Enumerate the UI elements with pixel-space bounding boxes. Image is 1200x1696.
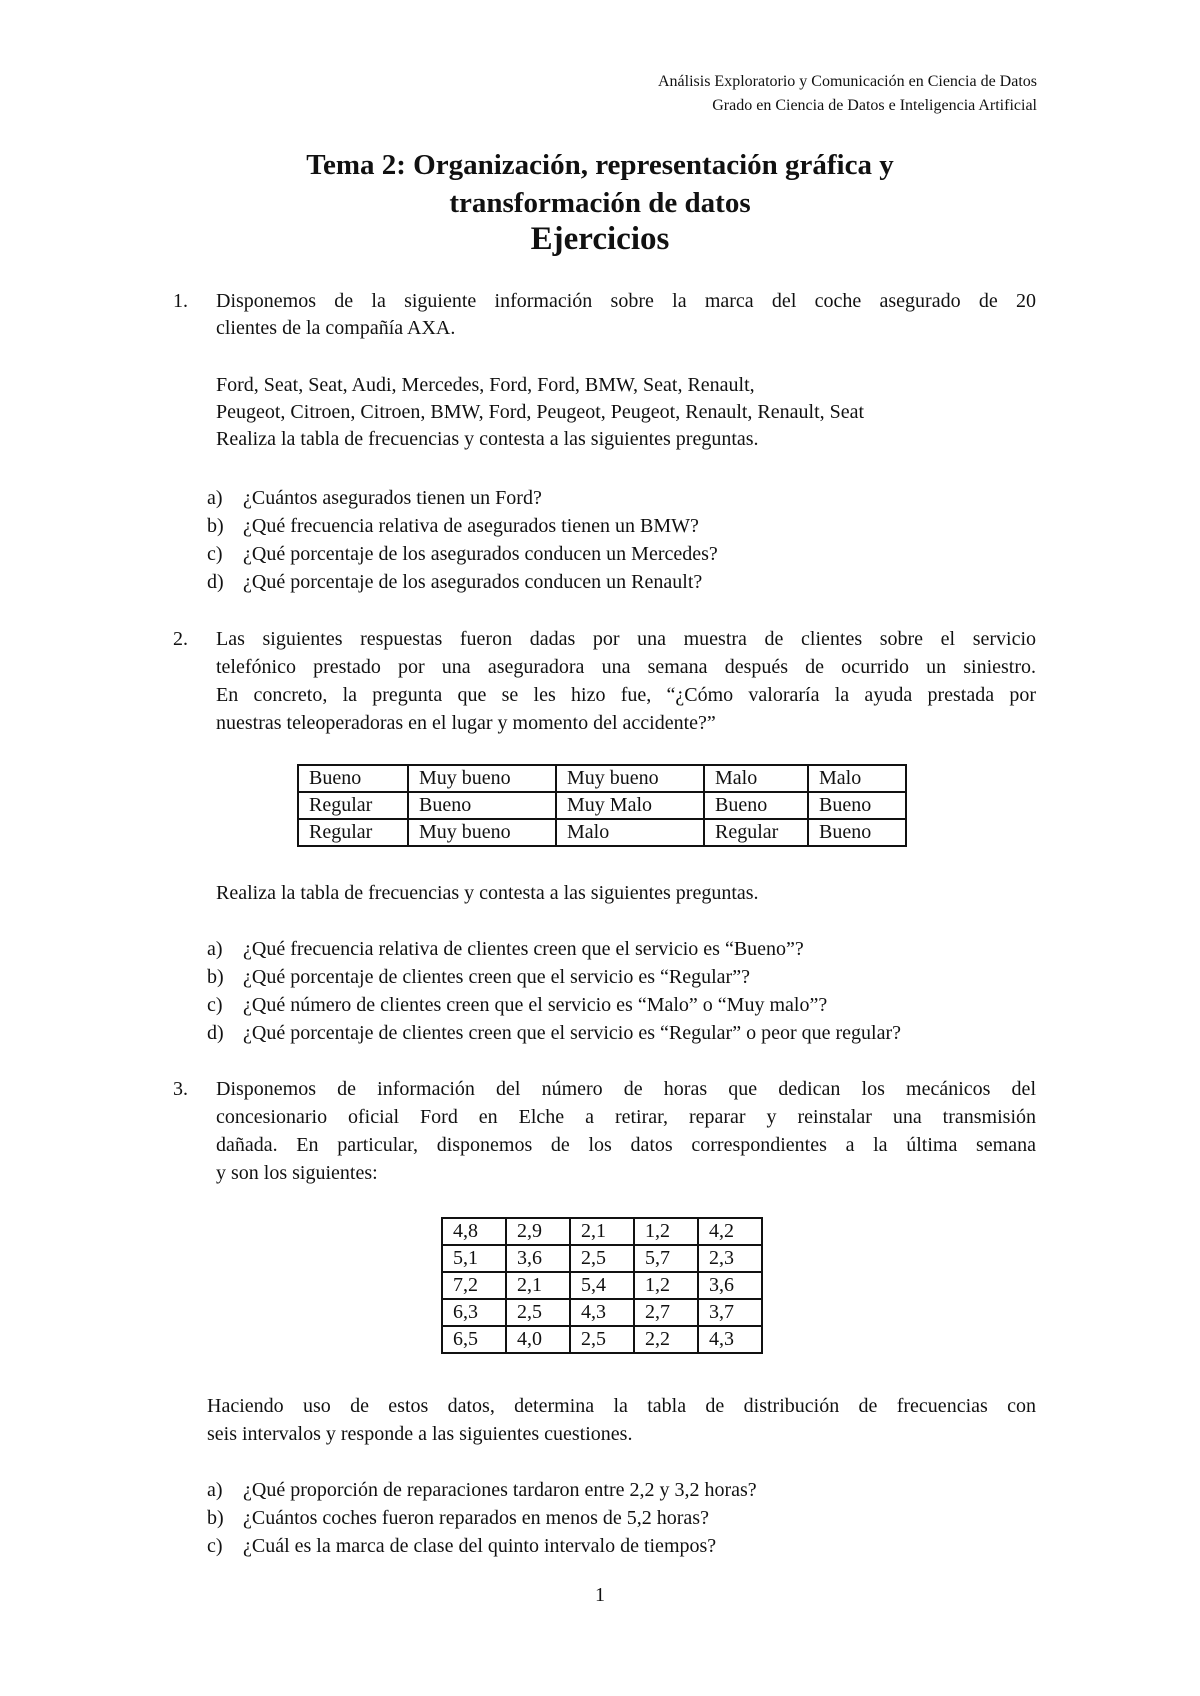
table-row: [442, 1218, 762, 1245]
table-row: [298, 819, 906, 846]
table-cell: 2,9: [506, 1218, 570, 1245]
exercise-2-number: 2.: [173, 628, 188, 650]
exercise-3-intro-line: concesionario oficial Ford en Elche a retirar, reparar y reinstalar una transmisión: [216, 1106, 1036, 1128]
question-text: ¿Qué frecuencia relativa de clientes creen que el servicio es “Bueno”?: [243, 938, 804, 960]
question-item: [207, 1533, 716, 1560]
question-item: [207, 569, 702, 596]
question-text: ¿Qué frecuencia relativa de asegurados tienen un BMW?: [243, 515, 699, 537]
question-letter: c): [207, 994, 223, 1016]
question-letter: b): [207, 515, 224, 537]
table-cell: 5,7: [634, 1245, 698, 1272]
question-item: [207, 513, 699, 540]
table-row: [298, 792, 906, 819]
question-text: ¿Cuántos coches fueron reparados en menos de 5,2 horas?: [243, 1507, 709, 1529]
table-row: [442, 1299, 762, 1326]
table-cell: 3,6: [698, 1272, 762, 1299]
table-cell: Bueno: [298, 765, 408, 792]
table-cell: Malo: [704, 765, 808, 792]
question-letter: b): [207, 966, 224, 988]
exercise-2-intro-line: Las siguientes respuestas fueron dadas por una muestra de clientes sobre el servicio: [216, 628, 1036, 650]
exercise-3-intro-line: y son los siguientes:: [216, 1162, 378, 1184]
table-cell: Regular: [704, 819, 808, 846]
question-text: ¿Qué proporción de reparaciones tardaron entre 2,2 y 3,2 horas?: [243, 1479, 757, 1501]
table-row: [442, 1245, 762, 1272]
exercise-2-instruction: Realiza la tabla de frecuencias y contesta a las siguientes preguntas.: [216, 882, 759, 904]
table-cell: Regular: [298, 819, 408, 846]
table-cell: Bueno: [808, 792, 906, 819]
exercise-1-data-line: Peugeot, Citroen, Citroen, BMW, Ford, Peugeot, Peugeot, Renault, Renault, Seat: [216, 401, 865, 423]
table-row: [442, 1272, 762, 1299]
table-cell: 2,1: [506, 1272, 570, 1299]
question-letter: b): [207, 1507, 224, 1529]
exercise-1-intro-line: Disponemos de la siguiente información sobre la marca del coche asegurado de 20: [216, 290, 1036, 312]
repair-hours-table: [441, 1217, 763, 1354]
exercise-1-data-line: Ford, Seat, Seat, Audi, Mercedes, Ford, Ford, BMW, Seat, Renault,: [216, 374, 755, 396]
table-cell: 7,2: [442, 1272, 506, 1299]
table-cell: 5,4: [570, 1272, 634, 1299]
table-cell: Muy bueno: [408, 765, 556, 792]
question-letter: c): [207, 543, 223, 565]
table-cell: 1,2: [634, 1218, 698, 1245]
exercise-1-intro-line: clientes de la compañía AXA.: [216, 317, 456, 339]
table-cell: 6,3: [442, 1299, 506, 1326]
table-cell: Regular: [298, 792, 408, 819]
table-cell: Malo: [556, 819, 704, 846]
question-text: ¿Qué número de clientes creen que el servicio es “Malo” o “Muy malo”?: [243, 994, 828, 1016]
table-cell: 4,8: [442, 1218, 506, 1245]
question-item: [207, 992, 827, 1019]
exercise-2-intro-line: En concreto, la pregunta que se les hizo fue, “¿Cómo valoraría la ayuda prestada por: [216, 684, 1036, 706]
table-cell: 4,3: [570, 1299, 634, 1326]
table-cell: Bueno: [408, 792, 556, 819]
table-cell: Malo: [808, 765, 906, 792]
table-cell: Bueno: [808, 819, 906, 846]
title-subtitle: Ejercicios: [530, 221, 670, 257]
table-cell: 3,6: [506, 1245, 570, 1272]
degree-name: Grado en Ciencia de Datos e Inteligencia Artificial: [712, 97, 1037, 114]
title-line-2: transformación de datos: [449, 187, 751, 219]
question-item: [207, 541, 718, 568]
question-item: [207, 936, 804, 963]
question-letter: d): [207, 1022, 224, 1044]
table-row: [298, 765, 906, 792]
table-cell: 5,1: [442, 1245, 506, 1272]
table-cell: 4,3: [698, 1326, 762, 1353]
page-number: 1: [595, 1584, 605, 1606]
table-cell: Muy Malo: [556, 792, 704, 819]
exercise-2-intro-line: telefónico prestado por una aseguradora una semana después de ocurrido un siniestro.: [216, 656, 1036, 678]
question-text: ¿Qué porcentaje de clientes creen que el servicio es “Regular”?: [243, 966, 750, 988]
question-letter: a): [207, 1479, 223, 1501]
exercise-2-intro-line: nuestras teleoperadoras en el lugar y momento del accidente?”: [216, 712, 716, 734]
table-cell: Muy bueno: [408, 819, 556, 846]
table-cell: 2,1: [570, 1218, 634, 1245]
table-cell: 2,3: [698, 1245, 762, 1272]
question-item: [207, 1505, 709, 1532]
question-letter: d): [207, 571, 224, 593]
table-cell: 4,0: [506, 1326, 570, 1353]
table-cell: 4,2: [698, 1218, 762, 1245]
question-item: [207, 964, 750, 991]
question-letter: a): [207, 938, 223, 960]
question-text: ¿Cuál es la marca de clase del quinto intervalo de tiempos?: [243, 1535, 717, 1557]
question-text: ¿Cuántos asegurados tienen un Ford?: [243, 487, 542, 509]
question-letter: c): [207, 1535, 223, 1557]
question-text: ¿Qué porcentaje de los asegurados conducen un Mercedes?: [243, 543, 718, 565]
course-header: [658, 70, 1037, 118]
question-text: ¿Qué porcentaje de clientes creen que el servicio es “Regular” o peor que regular?: [243, 1022, 901, 1044]
table-cell: 2,7: [634, 1299, 698, 1326]
table-cell: 2,5: [506, 1299, 570, 1326]
exercise-3-intro-line: dañada. En particular, disponemos de los datos correspondientes a la última semana: [216, 1134, 1036, 1156]
exercise-3-intro-line: Disponemos de información del número de horas que dedican los mecánicos del: [216, 1078, 1036, 1100]
table-cell: 2,5: [570, 1326, 634, 1353]
ratings-table: [297, 764, 907, 847]
table-cell: Bueno: [704, 792, 808, 819]
table-cell: 3,7: [698, 1299, 762, 1326]
exercise-1-instruction: Realiza la tabla de frecuencias y contesta a las siguientes preguntas.: [216, 428, 759, 450]
question-text: ¿Qué porcentaje de los asegurados conducen un Renault?: [243, 571, 703, 593]
title-line-1: Tema 2: Organización, representación gráfica y: [306, 149, 894, 181]
question-item: [207, 485, 542, 512]
exercise-3-instruction-line: Haciendo uso de estos datos, determina la tabla de distribución de frecuencias con: [207, 1395, 1036, 1417]
table-row: [442, 1326, 762, 1353]
table-cell: Muy bueno: [556, 765, 704, 792]
exercise-3-instruction-line: seis intervalos y responde a las siguientes cuestiones.: [207, 1423, 633, 1445]
course-name: Análisis Exploratorio y Comunicación en Ciencia de Datos: [657, 73, 1037, 90]
exercise-1-number: 1.: [173, 290, 188, 312]
table-cell: 2,2: [634, 1326, 698, 1353]
table-cell: 1,2: [634, 1272, 698, 1299]
question-item: [207, 1020, 901, 1047]
question-item: [207, 1477, 757, 1504]
table-cell: 2,5: [570, 1245, 634, 1272]
table-cell: 6,5: [442, 1326, 506, 1353]
exercise-3-number: 3.: [173, 1078, 188, 1100]
question-letter: a): [207, 487, 223, 509]
